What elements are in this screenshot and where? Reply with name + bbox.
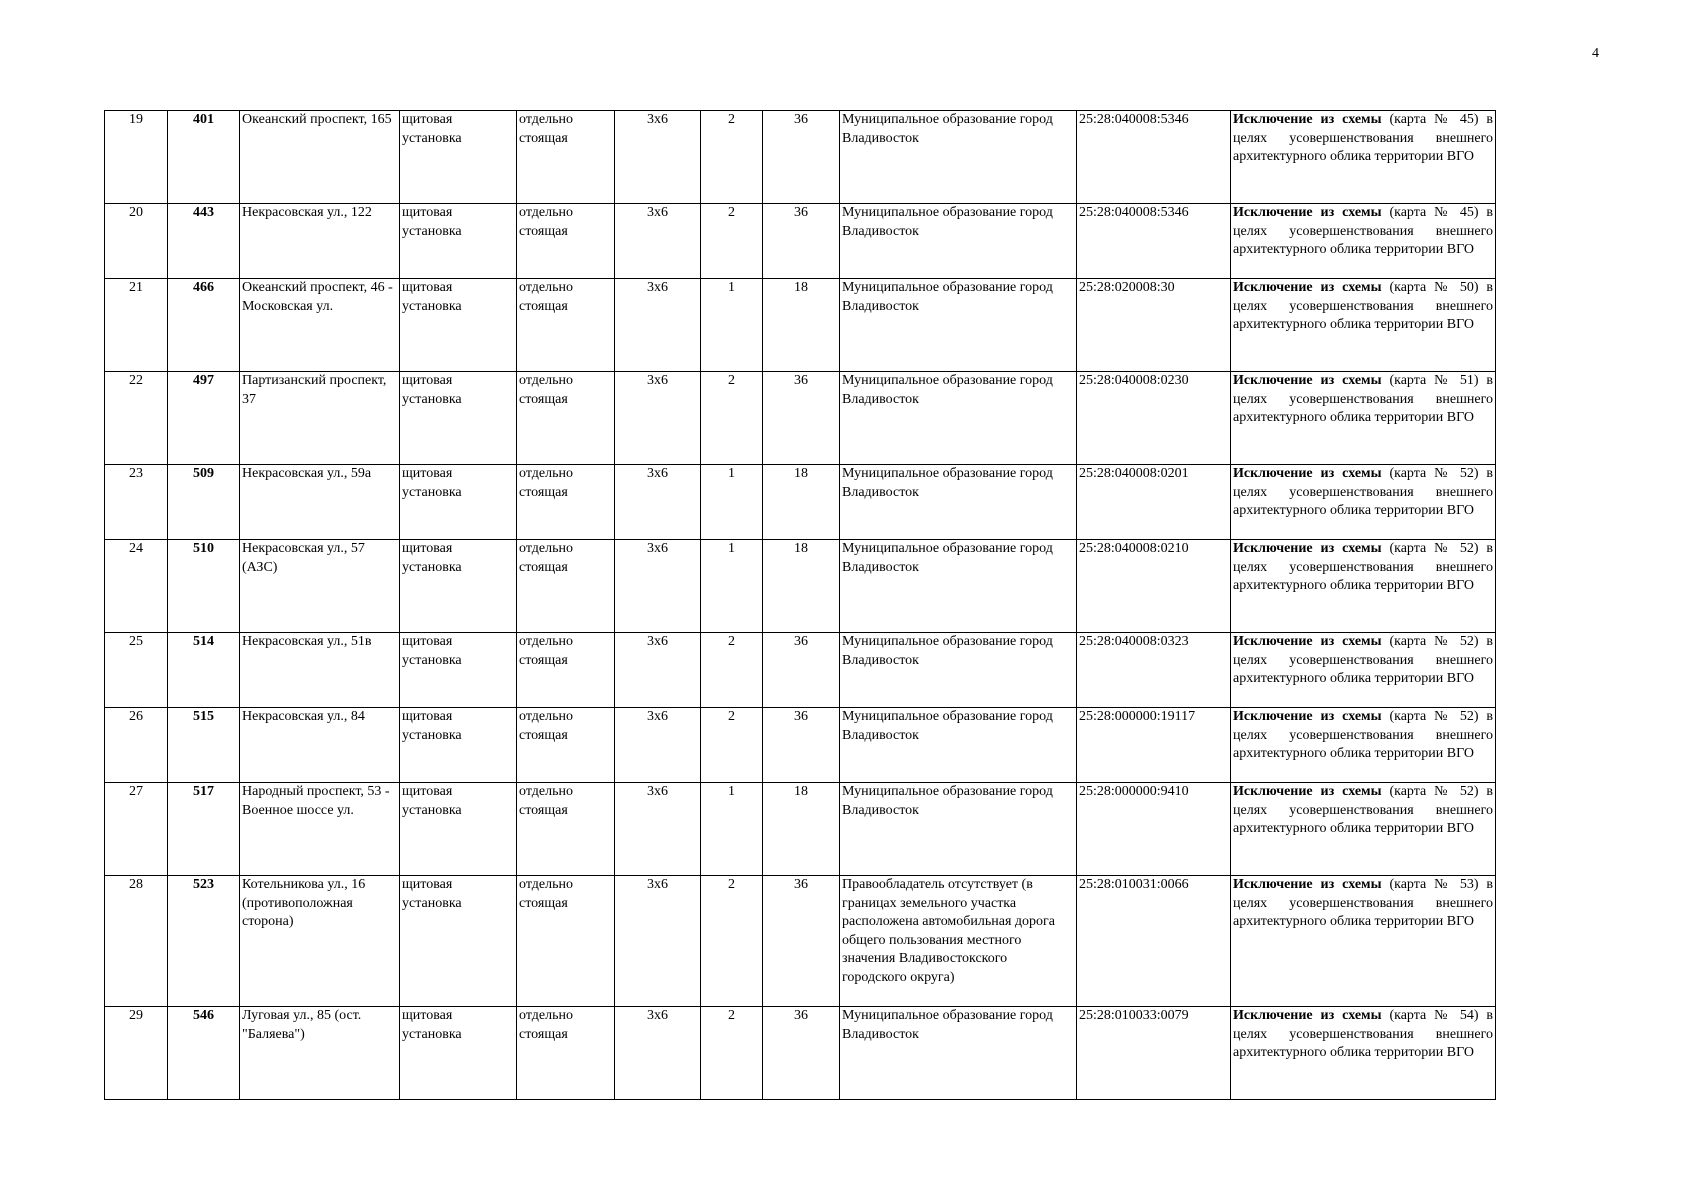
note-text: (карта № 45) в целях усовершенствования внешнего архитектурного облика территории ВГО <box>1233 205 1493 258</box>
cadastral-number-cell: 25:28:000000:19117 <box>1077 708 1231 783</box>
owner-cell: Муниципальное образование город Владивосток <box>840 279 1077 372</box>
size-cell: 3х6 <box>615 1007 701 1100</box>
note-bold-text: Исключение из схемы <box>1233 280 1382 295</box>
type-cell: щитовая установка <box>400 876 517 1007</box>
sides-cell: 2 <box>701 708 763 783</box>
address-cell: Некрасовская ул., 122 <box>240 204 400 279</box>
area-cell: 36 <box>763 708 840 783</box>
size-cell: 3х6 <box>615 783 701 876</box>
address-cell: Некрасовская ул., 51в <box>240 633 400 708</box>
area-cell: 18 <box>763 540 840 633</box>
note-cell <box>1231 783 1496 876</box>
type-cell: щитовая установка <box>400 372 517 465</box>
owner-cell: Муниципальное образование город Владивосток <box>840 204 1077 279</box>
cadastral-number-cell: 25:28:010031:0066 <box>1077 876 1231 1007</box>
note-bold-text: Исключение из схемы <box>1233 634 1382 649</box>
placement-cell: отдельно стоящая <box>517 783 615 876</box>
placement-cell: отдельно стоящая <box>517 1007 615 1100</box>
owner-cell: Муниципальное образование город Владивосток <box>840 111 1077 204</box>
owner-cell: Муниципальное образование город Владивосток <box>840 783 1077 876</box>
type-cell: щитовая установка <box>400 465 517 540</box>
size-cell: 3х6 <box>615 372 701 465</box>
owner-cell: Правообладатель отсутствует (в границах земельного участка расположена автомобильная дорога общего пользования местного значения Владивостокского городского округа) <box>840 876 1077 1007</box>
owner-cell: Муниципальное образование город Владивосток <box>840 708 1077 783</box>
placement-cell: отдельно стоящая <box>517 633 615 708</box>
object-id: 546 <box>168 1007 240 1100</box>
owner-cell: Муниципальное образование город Владивосток <box>840 633 1077 708</box>
object-id: 443 <box>168 204 240 279</box>
placement-cell: отдельно стоящая <box>517 372 615 465</box>
address-cell: Океанский проспект, 165 <box>240 111 400 204</box>
note-text: (карта № 54) в целях усовершенствования внешнего архитектурного облика территории ВГО <box>1233 1008 1493 1061</box>
object-id: 514 <box>168 633 240 708</box>
row-number: 29 <box>105 1007 168 1100</box>
area-cell: 36 <box>763 633 840 708</box>
note-cell <box>1231 540 1496 633</box>
type-cell: щитовая установка <box>400 1007 517 1100</box>
placement-cell: отдельно стоящая <box>517 111 615 204</box>
type-cell: щитовая установка <box>400 783 517 876</box>
table-row <box>105 633 1496 708</box>
sides-cell: 2 <box>701 372 763 465</box>
object-id: 401 <box>168 111 240 204</box>
note-bold-text: Исключение из схемы <box>1233 877 1382 892</box>
size-cell: 3х6 <box>615 633 701 708</box>
address-cell: Луговая ул., 85 (ост. "Баляева") <box>240 1007 400 1100</box>
object-id: 517 <box>168 783 240 876</box>
note-text: (карта № 53) в целях усовершенствования внешнего архитектурного облика территории ВГО <box>1233 877 1493 930</box>
row-number: 27 <box>105 783 168 876</box>
address-cell: Партизанский проспект, 37 <box>240 372 400 465</box>
address-cell: Океанский проспект, 46 - Московская ул. <box>240 279 400 372</box>
type-cell: щитовая установка <box>400 708 517 783</box>
area-cell: 18 <box>763 279 840 372</box>
note-bold-text: Исключение из схемы <box>1233 373 1382 388</box>
row-number: 25 <box>105 633 168 708</box>
placement-cell: отдельно стоящая <box>517 708 615 783</box>
cadastral-number-cell: 25:28:040008:0230 <box>1077 372 1231 465</box>
note-cell <box>1231 111 1496 204</box>
note-text: (карта № 52) в целях усовершенствования внешнего архитектурного облика территории ВГО <box>1233 541 1493 594</box>
area-cell: 36 <box>763 372 840 465</box>
table-row <box>105 876 1496 1007</box>
owner-cell: Муниципальное образование город Владивосток <box>840 540 1077 633</box>
table-row <box>105 465 1496 540</box>
owner-cell: Муниципальное образование город Владивосток <box>840 1007 1077 1100</box>
object-id: 523 <box>168 876 240 1007</box>
cadastral-number-cell: 25:28:020008:30 <box>1077 279 1231 372</box>
cadastral-number-cell: 25:28:040008:5346 <box>1077 111 1231 204</box>
owner-cell: Муниципальное образование город Владивосток <box>840 372 1077 465</box>
area-cell: 18 <box>763 783 840 876</box>
note-text: (карта № 52) в целях усовершенствования внешнего архитектурного облика территории ВГО <box>1233 709 1493 762</box>
note-cell <box>1231 876 1496 1007</box>
placement-cell: отдельно стоящая <box>517 540 615 633</box>
size-cell: 3х6 <box>615 204 701 279</box>
size-cell: 3х6 <box>615 876 701 1007</box>
area-cell: 36 <box>763 111 840 204</box>
cadastral-number-cell: 25:28:010033:0079 <box>1077 1007 1231 1100</box>
address-cell: Некрасовская ул., 57 (АЗС) <box>240 540 400 633</box>
type-cell: щитовая установка <box>400 633 517 708</box>
row-number: 21 <box>105 279 168 372</box>
cadastral-number-cell: 25:28:040008:0210 <box>1077 540 1231 633</box>
sides-cell: 2 <box>701 204 763 279</box>
row-number: 22 <box>105 372 168 465</box>
placement-cell: отдельно стоящая <box>517 876 615 1007</box>
note-text: (карта № 52) в целях усовершенствования внешнего архитектурного облика территории ВГО <box>1233 466 1493 519</box>
row-number: 28 <box>105 876 168 1007</box>
address-cell: Народный проспект, 53 - Военное шоссе ул. <box>240 783 400 876</box>
cadastral-number-cell: 25:28:000000:9410 <box>1077 783 1231 876</box>
table-row <box>105 279 1496 372</box>
table-row <box>105 540 1496 633</box>
type-cell: щитовая установка <box>400 540 517 633</box>
table-row <box>105 708 1496 783</box>
note-text: (карта № 52) в целях усовершенствования внешнего архитектурного облика территории ВГО <box>1233 634 1493 687</box>
cadastral-number-cell: 25:28:040008:0323 <box>1077 633 1231 708</box>
type-cell: щитовая установка <box>400 111 517 204</box>
note-cell <box>1231 279 1496 372</box>
table-row <box>105 111 1496 204</box>
page-number: 4 <box>1592 46 1599 61</box>
note-text: (карта № 50) в целях усовершенствования внешнего архитектурного облика территории ВГО <box>1233 280 1493 333</box>
size-cell: 3х6 <box>615 465 701 540</box>
note-text: (карта № 45) в целях усовершенствования внешнего архитектурного облика территории ВГО <box>1233 112 1493 165</box>
row-number: 20 <box>105 204 168 279</box>
table-row <box>105 204 1496 279</box>
note-text: (карта № 51) в целях усовершенствования внешнего архитектурного облика территории ВГО <box>1233 373 1493 426</box>
note-cell <box>1231 372 1496 465</box>
note-bold-text: Исключение из схемы <box>1233 541 1382 556</box>
sides-cell: 1 <box>701 783 763 876</box>
area-cell: 18 <box>763 465 840 540</box>
note-cell <box>1231 708 1496 783</box>
area-cell: 36 <box>763 876 840 1007</box>
row-number: 24 <box>105 540 168 633</box>
placement-cell: отдельно стоящая <box>517 279 615 372</box>
row-number: 26 <box>105 708 168 783</box>
note-cell <box>1231 1007 1496 1100</box>
object-id: 497 <box>168 372 240 465</box>
table-row <box>105 1007 1496 1100</box>
note-bold-text: Исключение из схемы <box>1233 112 1382 127</box>
sides-cell: 1 <box>701 465 763 540</box>
area-cell: 36 <box>763 204 840 279</box>
sides-cell: 2 <box>701 633 763 708</box>
sides-cell: 2 <box>701 1007 763 1100</box>
cadastral-number-cell: 25:28:040008:5346 <box>1077 204 1231 279</box>
sides-cell: 1 <box>701 540 763 633</box>
placement-cell: отдельно стоящая <box>517 204 615 279</box>
note-bold-text: Исключение из схемы <box>1233 784 1382 799</box>
sides-cell: 2 <box>701 111 763 204</box>
registry-table <box>104 110 1496 1100</box>
address-cell: Некрасовская ул., 84 <box>240 708 400 783</box>
type-cell: щитовая установка <box>400 204 517 279</box>
size-cell: 3х6 <box>615 708 701 783</box>
note-bold-text: Исключение из схемы <box>1233 205 1382 220</box>
note-text: (карта № 52) в целях усовершенствования внешнего архитектурного облика территории ВГО <box>1233 784 1493 837</box>
sides-cell: 2 <box>701 876 763 1007</box>
sides-cell: 1 <box>701 279 763 372</box>
cadastral-number-cell: 25:28:040008:0201 <box>1077 465 1231 540</box>
row-number: 19 <box>105 111 168 204</box>
table-body <box>105 111 1496 1100</box>
size-cell: 3х6 <box>615 111 701 204</box>
table-row <box>105 372 1496 465</box>
note-bold-text: Исключение из схемы <box>1233 466 1382 481</box>
note-cell <box>1231 633 1496 708</box>
area-cell: 36 <box>763 1007 840 1100</box>
placement-cell: отдельно стоящая <box>517 465 615 540</box>
note-bold-text: Исключение из схемы <box>1233 1008 1382 1023</box>
object-id: 510 <box>168 540 240 633</box>
object-id: 509 <box>168 465 240 540</box>
note-bold-text: Исключение из схемы <box>1233 709 1382 724</box>
size-cell: 3х6 <box>615 279 701 372</box>
row-number: 23 <box>105 465 168 540</box>
owner-cell: Муниципальное образование город Владивосток <box>840 465 1077 540</box>
object-id: 466 <box>168 279 240 372</box>
type-cell: щитовая установка <box>400 279 517 372</box>
address-cell: Некрасовская ул., 59а <box>240 465 400 540</box>
note-cell <box>1231 204 1496 279</box>
size-cell: 3х6 <box>615 540 701 633</box>
table-row <box>105 783 1496 876</box>
address-cell: Котельникова ул., 16 (противоположная сторона) <box>240 876 400 1007</box>
object-id: 515 <box>168 708 240 783</box>
note-cell <box>1231 465 1496 540</box>
